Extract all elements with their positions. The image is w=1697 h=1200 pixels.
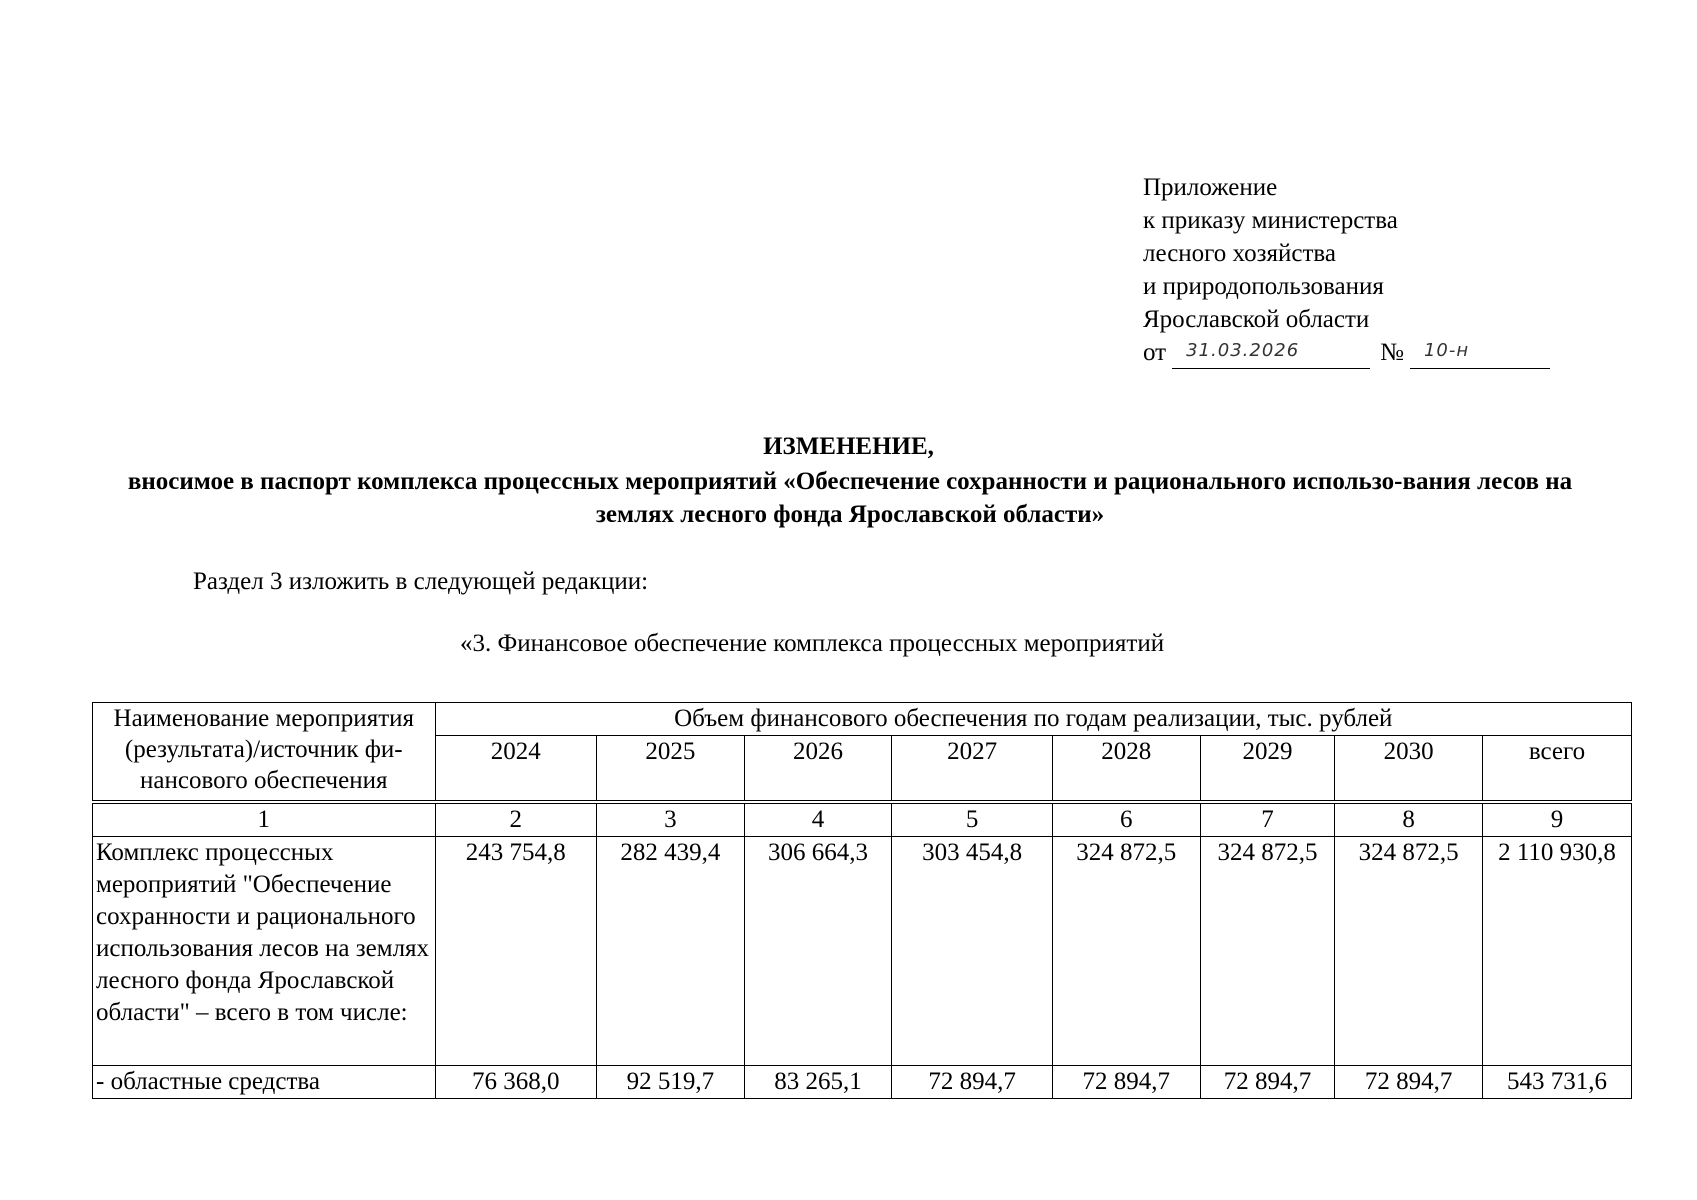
column-number-cell: 6: [1052, 802, 1200, 837]
document-subtitle: вносимое в паспорт комплекса процессных мероприятий «Обеспечение сохранности и рационального использо-вания лесов на землях лесного фонда Ярославской области»: [127, 468, 1573, 528]
column-number-cell: 1: [93, 802, 436, 837]
value-cell: 72 894,7: [892, 1066, 1053, 1099]
header-year-cell: 2029: [1200, 736, 1335, 803]
row-name-cell: Комплекс процессных мероприятий "Обеспечение сохранности и рационального использования лесов на землях лесного фонда Ярославской области" – всего в том числе:: [93, 837, 436, 1066]
header-year-cell: 2025: [597, 736, 745, 803]
row-name-cell: - областные средства: [93, 1066, 436, 1099]
value-cell: 324 872,5: [1052, 837, 1200, 1066]
value-cell: 324 872,5: [1335, 837, 1483, 1066]
from-label: от: [1143, 339, 1167, 366]
appendix-line-nature: и природопользования: [1143, 273, 1384, 300]
value-cell: 324 872,5: [1200, 837, 1335, 1066]
total-value-cell: 2 110 930,8: [1482, 837, 1631, 1066]
column-number-cell: 2: [435, 802, 597, 837]
appendix-line-ministry: лесного хозяйства: [1143, 240, 1336, 267]
column-number-cell: 3: [597, 802, 745, 837]
column-number-cell: 7: [1200, 802, 1335, 837]
header-year-cell: 2024: [435, 736, 597, 803]
section-intro: Раздел 3 изложить в следующей редакции:: [193, 568, 649, 595]
column-number-cell: 9: [1482, 802, 1631, 837]
header-year-cell: 2027: [892, 736, 1053, 803]
financing-table: [92, 702, 1632, 1099]
appendix-line-order: к приказу министерства: [1143, 207, 1398, 234]
column-number-cell: 5: [892, 802, 1053, 837]
value-cell: 303 454,8: [892, 837, 1053, 1066]
value-cell: 243 754,8: [435, 837, 597, 1066]
table-column-number-row: [93, 802, 1632, 837]
total-value-cell: 543 731,6: [1482, 1066, 1631, 1099]
value-cell: 72 894,7: [1052, 1066, 1200, 1099]
header-year-cell: 2026: [744, 736, 892, 803]
header-name-cell: Наименование мероприятия (результата)/источник фи-нансового обеспечения: [93, 703, 436, 803]
section-heading: «3. Финансовое обеспечение комплекса процессных мероприятий: [460, 630, 1165, 657]
appendix-line-region: Ярославской области: [1143, 306, 1370, 333]
value-cell: 92 519,7: [597, 1066, 745, 1099]
order-date-handwritten: 31.03.2026: [1186, 340, 1300, 361]
value-cell: 282 439,4: [597, 837, 745, 1066]
appendix-block: [1143, 171, 1550, 369]
value-cell: 76 368,0: [435, 1066, 597, 1099]
value-cell: 83 265,1: [744, 1066, 892, 1099]
column-number-cell: 4: [744, 802, 892, 837]
number-label: №: [1380, 339, 1404, 366]
table-row: [93, 1066, 1632, 1099]
table-row: [93, 837, 1632, 1066]
value-cell: 72 894,7: [1335, 1066, 1483, 1099]
value-cell: 306 664,3: [744, 837, 892, 1066]
header-year-cell: 2028: [1052, 736, 1200, 803]
header-total-cell: всего: [1482, 736, 1631, 803]
value-cell: 72 894,7: [1200, 1066, 1335, 1099]
order-date-field: [1172, 342, 1370, 369]
column-number-cell: 8: [1335, 802, 1483, 837]
appendix-title: Приложение: [1143, 174, 1278, 201]
order-number-field: [1410, 342, 1550, 369]
order-number-handwritten: 10-н: [1423, 340, 1470, 361]
header-year-cell: 2030: [1335, 736, 1483, 803]
order-date-number-line: [1143, 336, 1550, 369]
document-title: ИЗМЕНЕНИЕ,: [763, 433, 934, 460]
header-volume-cell: Объем финансового обеспечения по годам реализации, тыс. рублей: [435, 703, 1631, 736]
table-header-row: [93, 703, 1632, 736]
